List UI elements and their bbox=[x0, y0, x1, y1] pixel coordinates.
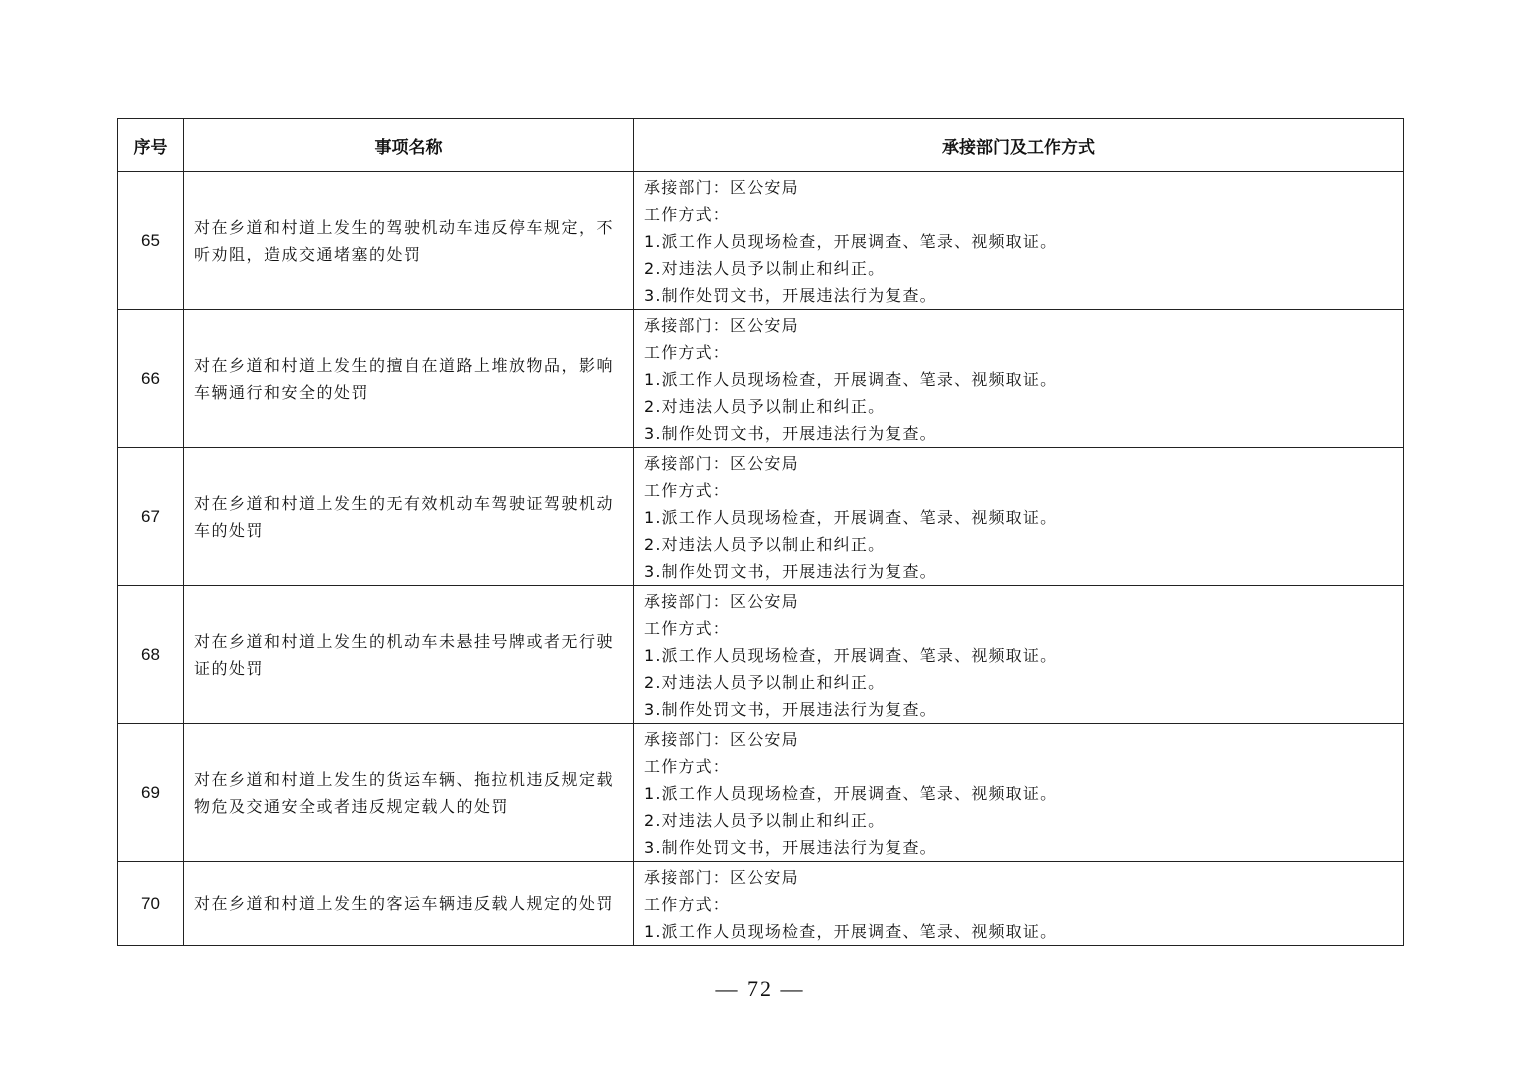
department-lines bbox=[634, 586, 1403, 723]
department-cell bbox=[634, 586, 1404, 724]
header-item-name: 事项名称 bbox=[184, 119, 634, 172]
department-line: 承接部门：区公安局 bbox=[644, 592, 799, 611]
row-number: 68 bbox=[118, 586, 184, 724]
row-number: 65 bbox=[118, 172, 184, 310]
item-name: 对在乡道和村道上发生的货运车辆、拖拉机违反规定载物危及交通安全或者违反规定载人的处罚 bbox=[194, 769, 615, 816]
item-name-cell bbox=[184, 448, 634, 586]
item-name: 对在乡道和村道上发生的客运车辆违反载人规定的处罚 bbox=[194, 894, 615, 913]
department-line: 工作方式： bbox=[644, 205, 731, 224]
department-cell bbox=[634, 724, 1404, 862]
department-lines bbox=[634, 310, 1403, 447]
item-name: 对在乡道和村道上发生的擅自在道路上堆放物品，影响车辆通行和安全的处罚 bbox=[194, 355, 615, 402]
table-row bbox=[118, 724, 1404, 862]
row-number: 67 bbox=[118, 448, 184, 586]
department-cell bbox=[634, 172, 1404, 310]
department-line: 工作方式： bbox=[644, 895, 731, 914]
header-department: 承接部门及工作方式 bbox=[634, 119, 1404, 172]
table-row bbox=[118, 310, 1404, 448]
table-row bbox=[118, 862, 1404, 946]
department-lines bbox=[634, 724, 1403, 861]
table-row bbox=[118, 172, 1404, 310]
department-lines bbox=[634, 172, 1403, 309]
item-name-cell bbox=[184, 862, 634, 946]
department-line: 2.对违法人员予以制止和纠正。 bbox=[644, 397, 886, 416]
department-line: 3.制作处罚文书，开展违法行为复查。 bbox=[644, 424, 937, 443]
department-line: 3.制作处罚文书，开展违法行为复查。 bbox=[644, 286, 937, 305]
department-line: 2.对违法人员予以制止和纠正。 bbox=[644, 259, 886, 278]
header-number: 序号 bbox=[118, 119, 184, 172]
table-row bbox=[118, 448, 1404, 586]
department-lines bbox=[634, 448, 1403, 585]
department-line: 3.制作处罚文书，开展违法行为复查。 bbox=[644, 838, 937, 857]
department-cell bbox=[634, 448, 1404, 586]
table-row bbox=[118, 586, 1404, 724]
department-line: 3.制作处罚文书，开展违法行为复查。 bbox=[644, 700, 937, 719]
department-line: 承接部门：区公安局 bbox=[644, 316, 799, 335]
matters-table bbox=[117, 118, 1404, 946]
item-name: 对在乡道和村道上发生的机动车未悬挂号牌或者无行驶证的处罚 bbox=[194, 631, 615, 678]
row-number: 70 bbox=[118, 862, 184, 946]
department-line: 1.派工作人员现场检查，开展调查、笔录、视频取证。 bbox=[644, 232, 1058, 251]
department-line: 1.派工作人员现场检查，开展调查、笔录、视频取证。 bbox=[644, 508, 1058, 527]
department-line: 1.派工作人员现场检查，开展调查、笔录、视频取证。 bbox=[644, 922, 1058, 941]
item-name-cell bbox=[184, 172, 634, 310]
table-header-row bbox=[118, 119, 1404, 172]
department-line: 工作方式： bbox=[644, 343, 731, 362]
item-name: 对在乡道和村道上发生的无有效机动车驾驶证驾驶机动车的处罚 bbox=[194, 493, 615, 540]
department-line: 工作方式： bbox=[644, 757, 731, 776]
item-name-cell bbox=[184, 586, 634, 724]
row-number: 66 bbox=[118, 310, 184, 448]
department-line: 承接部门：区公安局 bbox=[644, 730, 799, 749]
department-line: 2.对违法人员予以制止和纠正。 bbox=[644, 535, 886, 554]
department-cell bbox=[634, 862, 1404, 946]
department-line: 1.派工作人员现场检查，开展调查、笔录、视频取证。 bbox=[644, 784, 1058, 803]
department-line: 1.派工作人员现场检查，开展调查、笔录、视频取证。 bbox=[644, 370, 1058, 389]
item-name-cell bbox=[184, 310, 634, 448]
department-line: 2.对违法人员予以制止和纠正。 bbox=[644, 811, 886, 830]
department-line: 2.对违法人员予以制止和纠正。 bbox=[644, 673, 886, 692]
department-line: 1.派工作人员现场检查，开展调查、笔录、视频取证。 bbox=[644, 646, 1058, 665]
department-line: 承接部门：区公安局 bbox=[644, 868, 799, 887]
department-cell bbox=[634, 310, 1404, 448]
item-name: 对在乡道和村道上发生的驾驶机动车违反停车规定，不听劝阻，造成交通堵塞的处罚 bbox=[194, 217, 615, 264]
department-line: 承接部门：区公安局 bbox=[644, 178, 799, 197]
department-line: 3.制作处罚文书，开展违法行为复查。 bbox=[644, 562, 937, 581]
department-lines bbox=[634, 862, 1403, 945]
department-line: 工作方式： bbox=[644, 481, 731, 500]
page-number: — 72 — bbox=[715, 976, 805, 1001]
department-line: 承接部门：区公安局 bbox=[644, 454, 799, 473]
table-body bbox=[118, 172, 1404, 946]
item-name-cell bbox=[184, 724, 634, 862]
row-number: 69 bbox=[118, 724, 184, 862]
department-line: 工作方式： bbox=[644, 619, 731, 638]
